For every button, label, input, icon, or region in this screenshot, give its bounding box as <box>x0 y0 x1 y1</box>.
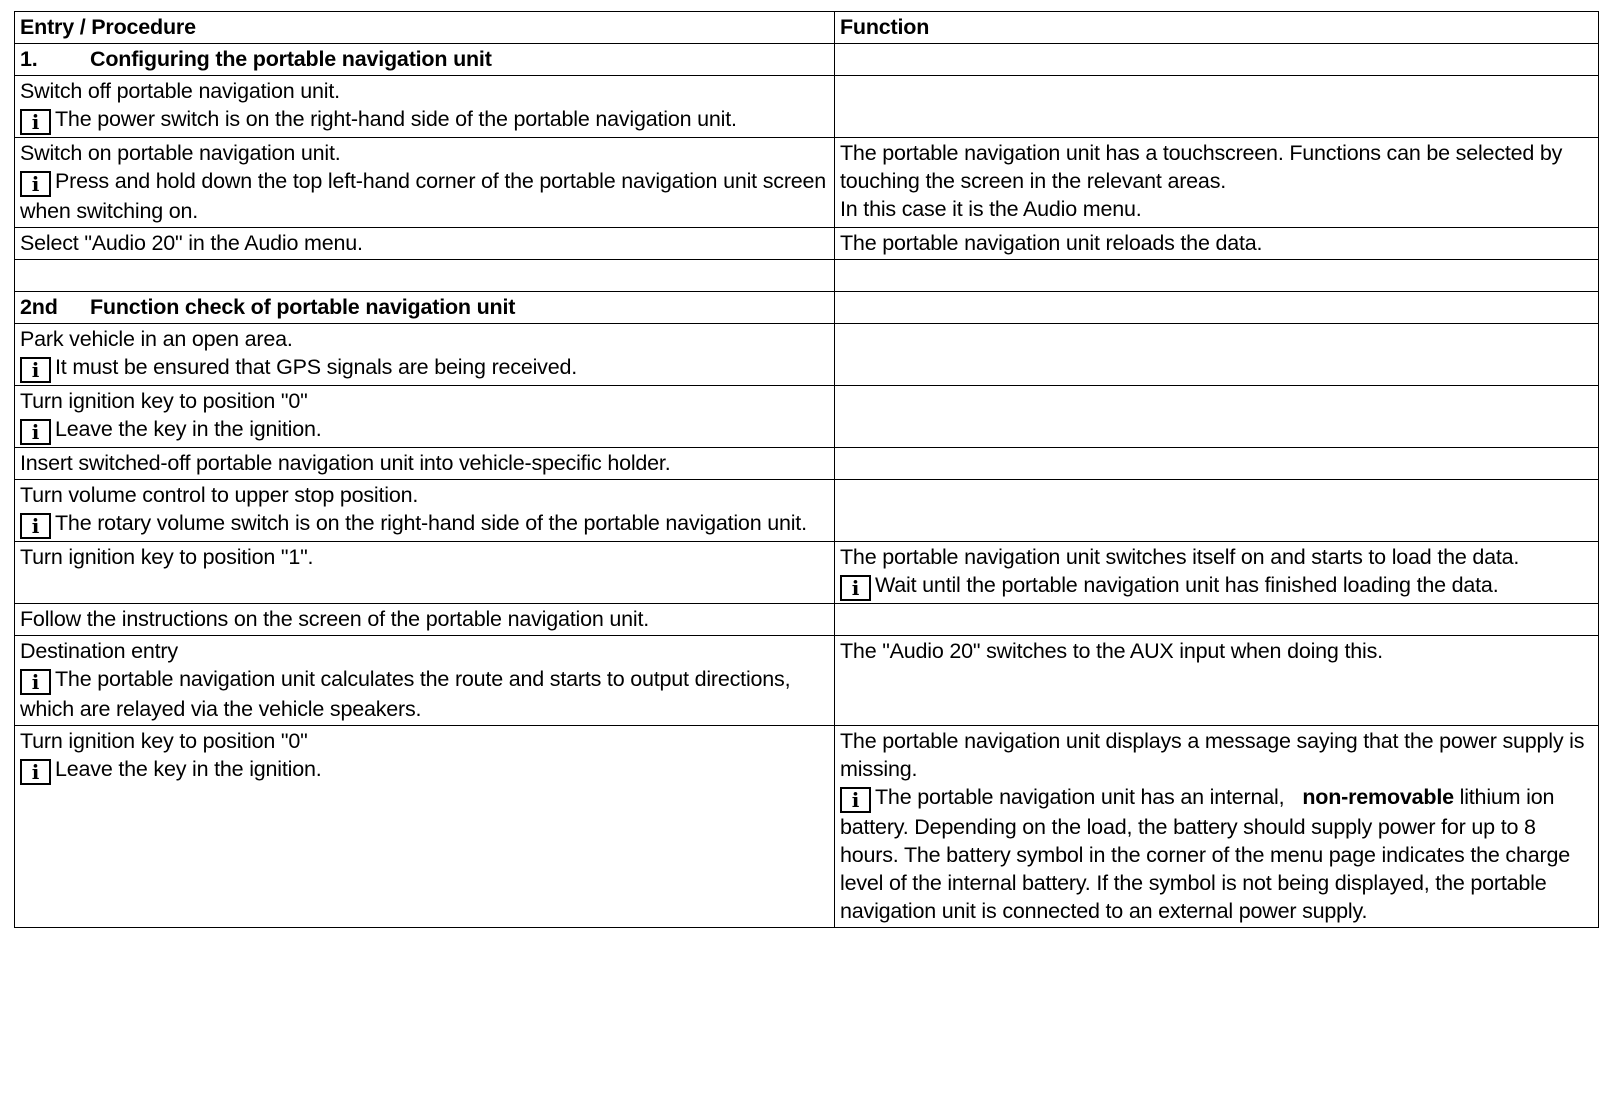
table-row <box>15 138 1599 228</box>
entry-text: Switch on portable navigation unit. <box>20 141 341 165</box>
entry-cell <box>15 726 835 928</box>
function-info-note: i Wait until the portable navigation unit has finished loading the data. <box>840 571 1593 601</box>
function-cell <box>835 76 1599 138</box>
table-row <box>15 228 1599 260</box>
info-icon: i <box>20 513 51 539</box>
header-entry-procedure: Entry / Procedure <box>15 12 835 44</box>
table-row <box>15 292 1599 324</box>
entry-text: Switch off portable navigation unit. <box>20 79 340 103</box>
function-text: The portable navigation unit displays a message saying that the power supply is missing. <box>840 729 1585 781</box>
section-heading <box>15 292 835 324</box>
entry-cell <box>15 324 835 386</box>
entry-info-note: i Leave the key in the ignition. <box>20 415 829 445</box>
function-cell <box>835 386 1599 448</box>
section-number: 1. <box>20 47 38 71</box>
info-icon: i <box>20 669 51 695</box>
entry-info-note: i The rotary volume switch is on the right-hand side of the portable navigation unit. <box>20 509 829 539</box>
function-text: The "Audio 20" switches to the AUX input when doing this. <box>840 639 1383 663</box>
function-cell <box>835 44 1599 76</box>
function-cell <box>835 636 1599 726</box>
entry-text: Park vehicle in an open area. <box>20 327 293 351</box>
section-number: 2nd <box>20 295 58 319</box>
info-icon: i <box>20 419 51 445</box>
emphasis-text: non-removable <box>1302 785 1454 809</box>
info-icon: i <box>20 171 51 197</box>
function-cell <box>835 260 1599 292</box>
section-title: Configuring the portable navigation unit <box>90 47 492 71</box>
entry-text: Turn ignition key to position "1". <box>20 545 314 569</box>
table-row <box>15 636 1599 726</box>
function-cell <box>835 138 1599 228</box>
entry-cell <box>15 386 835 448</box>
function-cell <box>835 228 1599 260</box>
info-icon: i <box>20 759 51 785</box>
entry-cell <box>15 636 835 726</box>
table-header-row <box>15 12 1599 44</box>
table-row <box>15 726 1599 928</box>
table-row <box>15 480 1599 542</box>
entry-text: Select "Audio 20" in the Audio menu. <box>20 231 363 255</box>
function-cell <box>835 542 1599 604</box>
entry-text: Turn ignition key to position "0" <box>20 729 308 753</box>
entry-cell <box>15 448 835 480</box>
entry-cell <box>15 76 835 138</box>
document-page <box>14 11 1598 928</box>
function-text: The portable navigation unit reloads the data. <box>840 231 1263 255</box>
entry-info-note: i The portable navigation unit calculates the route and starts to output directions, which are relayed via the vehicle speakers. <box>20 667 791 721</box>
entry-info-note: i The power switch is on the right-hand side of the portable navigation unit. <box>20 105 829 135</box>
entry-info-note: i It must be ensured that GPS signals are being received. <box>20 353 829 383</box>
function-cell <box>835 324 1599 386</box>
table-row <box>15 448 1599 480</box>
section-heading <box>15 44 835 76</box>
function-info-note: i The portable navigation unit has an internal, non-removable lithium ion battery. Depending on the load, the battery should supply power for up to 8 hours. The battery symbol in the corner of the menu page indicates the charge level of the internal battery. If the symbol is not being displayed, the portable navigation unit is connected to an external power supply. <box>840 785 1570 923</box>
function-cell <box>835 292 1599 324</box>
table-row <box>15 386 1599 448</box>
info-icon: i <box>840 787 871 813</box>
table-row <box>15 260 1599 292</box>
table-row <box>15 604 1599 636</box>
entry-cell <box>15 542 835 604</box>
section-title: Function check of portable navigation unit <box>90 295 516 319</box>
function-cell <box>835 604 1599 636</box>
info-icon: i <box>20 357 51 383</box>
procedure-table <box>14 11 1599 928</box>
entry-text: Follow the instructions on the screen of the portable navigation unit. <box>20 607 649 631</box>
table-row <box>15 542 1599 604</box>
entry-cell <box>15 604 835 636</box>
info-icon: i <box>840 575 871 601</box>
table-row <box>15 76 1599 138</box>
info-icon: i <box>20 109 51 135</box>
entry-text: Destination entry <box>20 639 178 663</box>
entry-text: Turn ignition key to position "0" <box>20 389 308 413</box>
function-cell <box>835 448 1599 480</box>
header-function: Function <box>835 12 1599 44</box>
table-row <box>15 324 1599 386</box>
entry-text: Insert switched-off portable navigation unit into vehicle-specific holder. <box>20 451 671 475</box>
table-row <box>15 44 1599 76</box>
entry-cell <box>15 480 835 542</box>
entry-cell <box>15 228 835 260</box>
entry-info-note: i Press and hold down the top left-hand corner of the portable navigation unit screen when switching on. <box>20 169 827 223</box>
entry-text: Turn volume control to upper stop position. <box>20 483 419 507</box>
entry-info-note: i Leave the key in the ignition. <box>20 755 829 785</box>
function-cell <box>835 726 1599 928</box>
function-text: The portable navigation unit switches itself on and starts to load the data. <box>840 545 1520 569</box>
entry-cell <box>15 138 835 228</box>
function-text: The portable navigation unit has a touchscreen. Functions can be selected by touching the screen in the relevant areas. <box>840 141 1563 193</box>
function-cell <box>835 480 1599 542</box>
function-extra-text: In this case it is the Audio menu. <box>840 197 1142 221</box>
entry-cell <box>15 260 835 292</box>
